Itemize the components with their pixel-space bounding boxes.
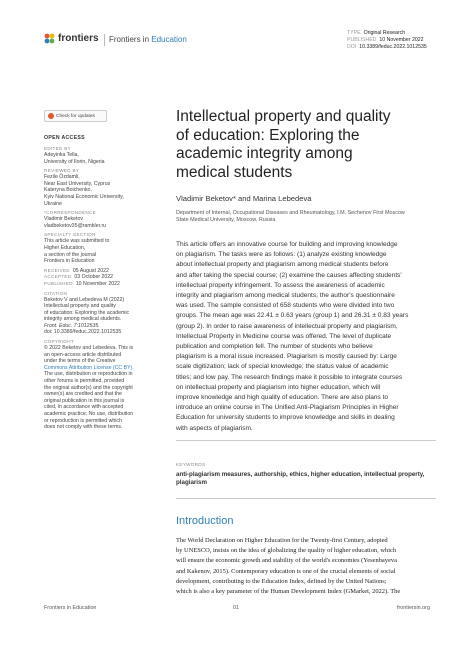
sidebar: [44, 135, 159, 431]
copyright-line: does not comply with these terms.: [44, 424, 123, 431]
abstract-line: with aspects of plagiarism.: [176, 424, 253, 432]
abstract-line: intellectual property infringement. To assess the awareness of academic: [176, 281, 385, 289]
citation-line: Intellectual property and quality: [44, 303, 116, 310]
abstract: [176, 240, 436, 434]
meta-row: [347, 30, 427, 37]
published-date: [44, 281, 159, 288]
copyright-line: © 2022 Beketov and Lebedeva. This is: [44, 345, 134, 352]
keywords: [176, 471, 441, 487]
section-line: Higher Education,: [44, 244, 86, 251]
section-line: Frontiers in Education: [44, 258, 95, 265]
title-line: Intellectual property and quality: [176, 108, 391, 125]
dates: [44, 268, 159, 288]
keywords-line: anti-plagiarism measures, authorship, ethics, higher education, intellectual property,: [176, 471, 425, 478]
received-value: 05 August 2022: [72, 267, 109, 274]
published-label: PUBLISHED: [44, 280, 73, 286]
header-divider: [104, 34, 105, 46]
copyright-line: owner(s) are credited and that the: [44, 391, 122, 398]
journal-prefix: Frontiers in: [109, 35, 150, 44]
intro-line: and Kakenov, 2015). Contemporary education is one of the crucial elements of social: [176, 567, 396, 575]
correspondent-name: Vladimir Beketov: [44, 216, 83, 223]
correspondence-label: *CORRESPONDENCE: [44, 210, 96, 216]
meta-doi-value[interactable]: 10.3389/feduc.2022.1012535: [359, 44, 427, 50]
copyright-line: The use, distribution or reproduction in: [44, 371, 133, 378]
keywords-line: plagiarism: [176, 479, 207, 487]
affiliation-line: Department of Internal, Occupational Diseases and Rheumatology, I.M. Sechenov First Moscow: [176, 210, 405, 216]
open-access-label: OPEN ACCESS: [44, 135, 85, 141]
specialty-section: [44, 238, 159, 264]
meta-published-value: 10 November 2022: [379, 37, 424, 43]
abstract-line: Intellectual Property in Medicine course was offered. The level of duplicate: [176, 332, 392, 340]
meta-type-label: TYPE: [347, 30, 361, 36]
title-line: of education: Exploring the: [176, 126, 360, 144]
published-value: 10 November 2022: [75, 280, 120, 287]
journal-title: Education: [151, 35, 187, 44]
copyright-line: the original author(s) and the copyright: [44, 384, 133, 391]
copyright-label: COPYRIGHT: [44, 339, 75, 345]
frontiers-logo[interactable]: [44, 33, 99, 44]
abstract-line: This article offers an innovative course for building and improving knowledge: [176, 241, 398, 248]
abstract-line: integrity and plagiarism among medical students, the author's questionnaire: [176, 292, 395, 300]
introduction-body: [176, 536, 440, 597]
reviewer-line: Kateryna Boichenko,: [44, 187, 92, 194]
copyright-line: or reproduction is permitted which: [44, 417, 122, 424]
article-title: [176, 108, 436, 182]
citation-label: CITATION: [44, 290, 68, 296]
abstract-line: and after taking the special course; (2) examine the causes affecting students': [176, 271, 402, 279]
title-line: academic integrity among: [176, 145, 353, 163]
intro-line: development, contributing to the Education Index, defined by the United Nations;: [176, 577, 387, 585]
citation-doi[interactable]: doi: 10.3389/feduc.2022.1012535: [44, 329, 122, 336]
copyright: [44, 345, 159, 431]
citation-line: of education: Exploring the academic: [44, 309, 130, 316]
abstract-line: was used. The sample consisted of 658 students who were divided into two: [176, 302, 395, 310]
intro-line: which is also a key parameter of the Human Development Index (GMarket, 2022). The: [176, 588, 401, 596]
copyright-line: other forums is permitted, provided: [44, 378, 125, 385]
received-label: RECEIVED: [44, 267, 70, 273]
intro-line: by UNESCO, insists on the idea of globalizing the quality of higher education, which: [176, 547, 397, 555]
edited-by-label: EDITED BY: [44, 146, 71, 151]
citation-line: Front. Educ. 7:1012535.: [44, 322, 100, 329]
copyright-line: original publication in this journal is: [44, 397, 125, 404]
abstract-line: on plagiarism. The tasks were as follows: (1) analyze existing knowledge: [176, 251, 387, 259]
copyright-line: cited, in accordance with accepted: [44, 404, 124, 411]
page-number: 01: [233, 605, 239, 611]
abstract-line: scale digitization; lack of special knowledge; the status value of academic: [176, 363, 389, 371]
abstract-line: plagiarism is a moral issue increased. Plagiarism is mostly caused by: Large: [176, 353, 397, 361]
specialty-section-label: SPECIALTY SECTION: [44, 232, 96, 238]
section-line: This article was submitted to: [44, 238, 110, 245]
accepted-label: ACCEPTED: [44, 274, 72, 280]
article-authors: Vladimir Beketov* and Marina Lebedeva: [176, 194, 312, 203]
abstract-line: Education for university students to improve knowledge and skills in dealing: [176, 414, 395, 422]
meta-type-value: Original Research: [363, 30, 406, 36]
copyright-line: an open-access article distributed: [44, 351, 122, 358]
meta-doi-label: DOI: [347, 44, 357, 50]
abstract-line: about intellectual property and plagiarism among medical students before: [176, 261, 389, 269]
reviewer-line: Fezile Özdamli,: [44, 174, 80, 181]
correspondence: [44, 216, 159, 229]
editor-name: Adeyinka Tella,: [44, 152, 79, 158]
citation-line: Beketov V and Lebedeva M (2022): [44, 296, 125, 303]
reviewed-by-label: REVIEWED BY: [44, 168, 80, 174]
abstract-line: improve knowledge and high quality of education. There are also plans to: [176, 394, 389, 402]
abstract-line: introduce an online course in The Unified Anti-Plagiarism Principles in Higher: [176, 404, 399, 412]
check-updates-icon: [48, 113, 54, 119]
abstract-line: publication and completion fell. The number of students who believe: [176, 343, 373, 351]
meta-published-label: PUBLISHED: [347, 37, 377, 43]
section-heading-introduction: Introduction: [176, 515, 234, 527]
abstract-divider: [176, 440, 436, 441]
reviewer-line: Ukraine: [44, 200, 62, 207]
footer-journal: Frontiers in Education: [44, 605, 97, 611]
intro-line: The World Declaration on Higher Education for the Twenty-first Century, adopted: [176, 537, 388, 544]
frontiers-logo-icon: [44, 33, 56, 44]
section-line: a section of the journal: [44, 251, 97, 258]
keywords-label: KEYWORDS: [176, 462, 206, 467]
meta-row: [347, 44, 427, 51]
abstract-line: (group 2). In order to raise awareness of intellectual property and plagiarism,: [176, 322, 398, 330]
abstract-line: groups. The mean age was 22.41 ± 0.63 years (group 1) and 26.31 ± 0.83 years: [176, 312, 409, 320]
abstract-line: on intellectual property and plagiarism into higher education, which will: [176, 383, 381, 391]
meta-row: [347, 37, 427, 44]
citation-line: integrity among medical students.: [44, 316, 122, 323]
copyright-line: academic practice. No use, distribution: [44, 411, 134, 417]
intro-line: will ensure the economic growth and stability of the world's economies (Yesenbayeva: [176, 557, 397, 565]
copyright-line: under the terms of the Creative: [44, 358, 116, 365]
check-updates-label: Check for updates: [56, 113, 95, 119]
citation: [44, 297, 159, 337]
article-meta: [347, 30, 427, 51]
title-line: medical students: [176, 163, 293, 181]
footer-website-link[interactable]: frontiersin.org: [397, 605, 430, 611]
journal-name[interactable]: [109, 35, 187, 44]
brand-name: frontiers: [58, 33, 99, 44]
keywords-divider: [176, 498, 436, 499]
edited-by: [44, 152, 159, 165]
affiliation-line: State Medical University, Moscow, Russia: [176, 217, 276, 223]
editor-affiliation: University of Ilorin, Nigeria: [44, 158, 105, 165]
reviewer-line: Near East University, Cyprus: [44, 180, 111, 187]
abstract-line: titles; and low pay. The research findings make it possible to integrate courses: [176, 373, 403, 381]
accepted-date: [44, 274, 159, 281]
reviewed-by: [44, 174, 159, 207]
correspondent-email[interactable]: vladbeketov35@rambler.ru: [44, 222, 107, 229]
received-date: [44, 268, 159, 275]
license-link[interactable]: Commons Attribution License (CC BY).: [44, 364, 134, 371]
author-affiliation: [176, 210, 405, 224]
reviewer-line: Kyiv National Economic University,: [44, 193, 124, 200]
accepted-value: 03 October 2022: [74, 274, 114, 281]
check-for-updates-button[interactable]: [44, 110, 107, 122]
